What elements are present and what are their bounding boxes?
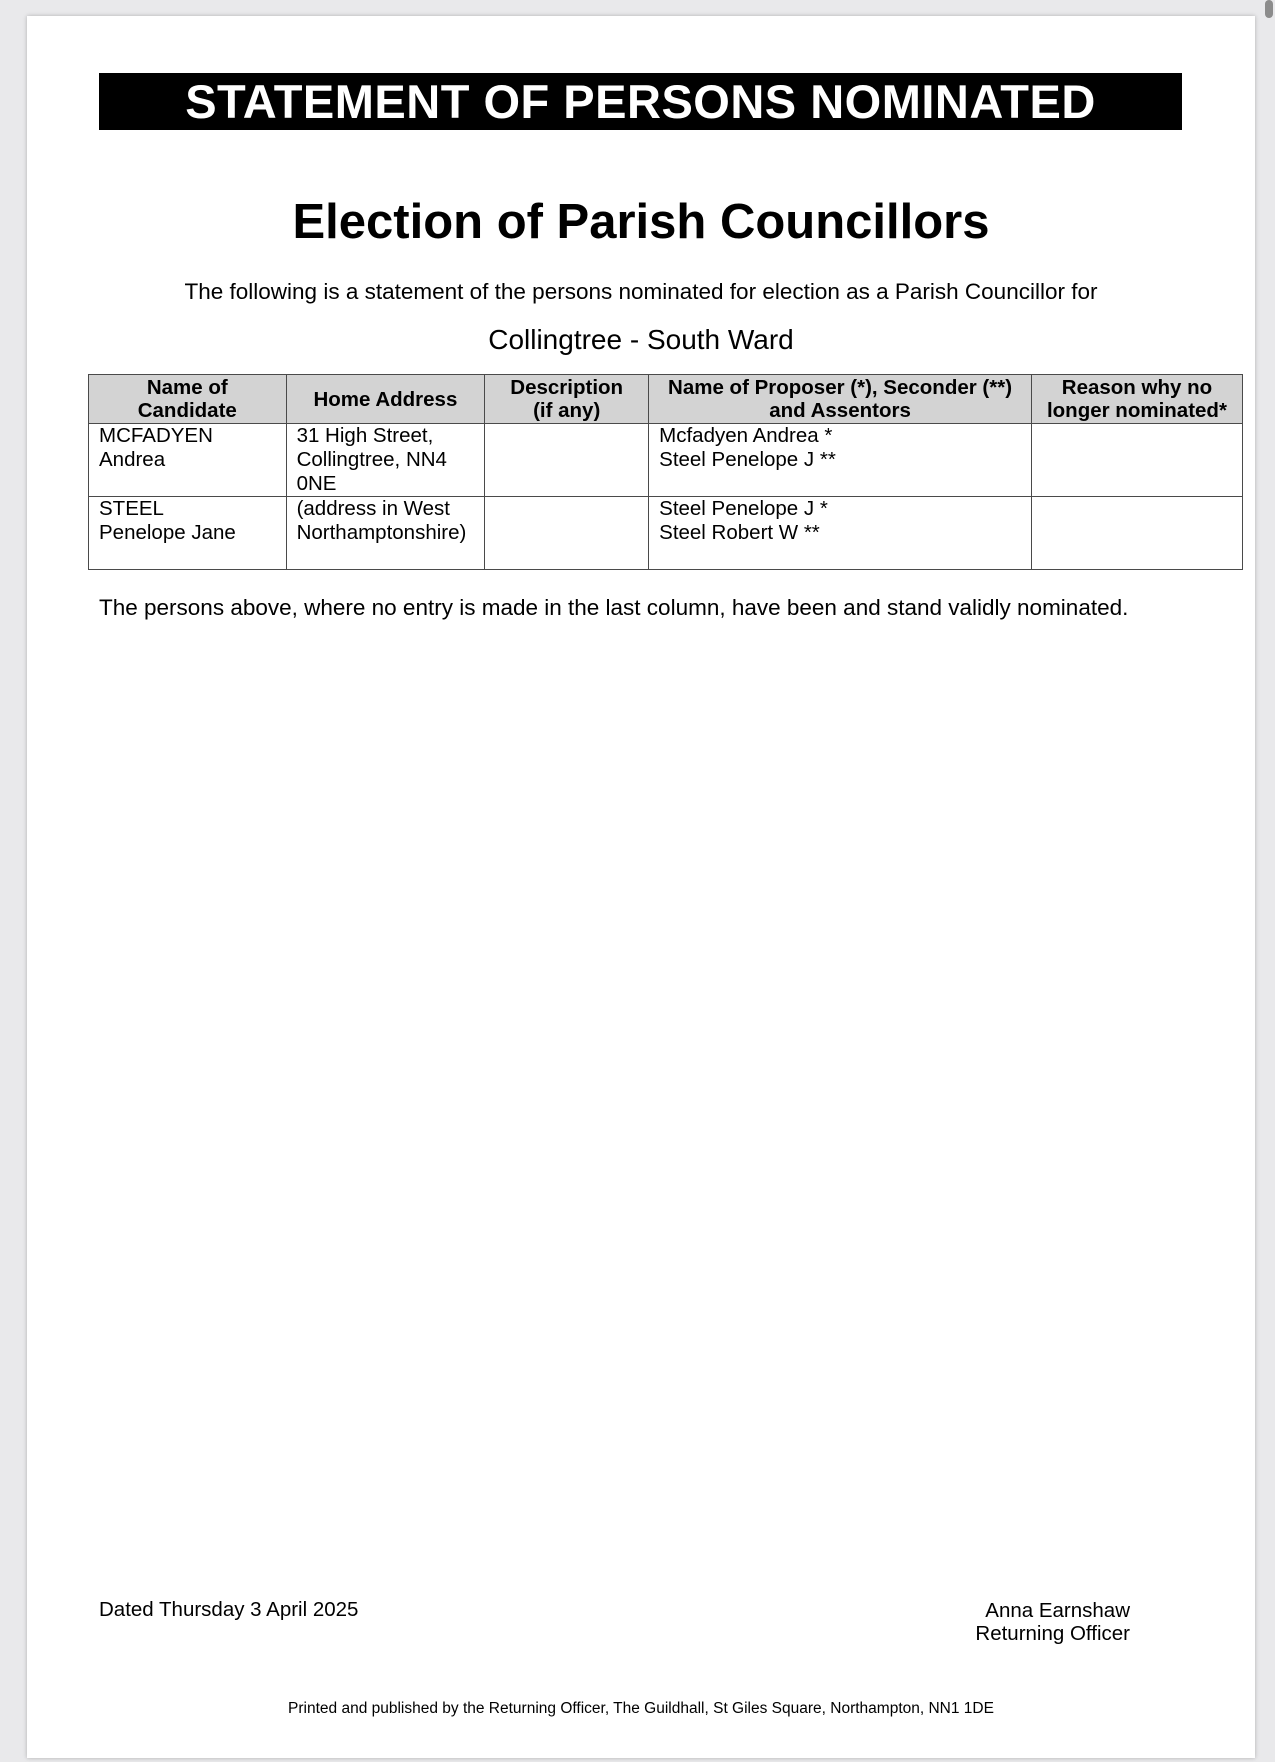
home-address-cell: (address in West Northamptonshire): [286, 497, 485, 570]
home-address-cell: 31 High Street, Collingtree, NN4 0NE: [286, 424, 485, 497]
nominations-table: [88, 374, 1243, 570]
proposers-cell: Mcfadyen Andrea * Steel Penelope J **: [649, 424, 1032, 497]
scrollbar-thumb[interactable]: [1265, 0, 1273, 18]
table-header-row: [89, 375, 1243, 424]
candidate-name-cell: MCFADYEN Andrea: [89, 424, 287, 497]
officer-role: Returning Officer: [975, 1622, 1130, 1645]
table-row: [89, 424, 1243, 497]
header-description: Description (if any): [485, 375, 649, 424]
page-title: Election of Parish Councillors: [292, 195, 990, 249]
returning-officer-signature: [975, 1599, 1130, 1645]
header-proposers: Name of Proposer (*), Seconder (**) and Assentors: [649, 375, 1032, 424]
candidate-name-cell: STEEL Penelope Jane: [89, 497, 287, 570]
intro-text: The following is a statement of the persons nominated for election as a Parish Councillor for: [184, 279, 1098, 304]
table-row: [89, 497, 1243, 570]
header-candidate-name: Name of Candidate: [89, 375, 287, 424]
validity-statement: The persons above, where no entry is made in the last column, have been and stand validly nominated.: [99, 595, 1129, 620]
header-reason: Reason why no longer nominated*: [1031, 375, 1242, 424]
reason-cell: [1031, 497, 1242, 570]
date-line: Dated Thursday 3 April 2025: [99, 1598, 359, 1621]
reason-cell: [1031, 424, 1242, 497]
ward-name: Collingtree - South Ward: [488, 324, 794, 355]
description-cell: [485, 497, 649, 570]
statement-banner: STATEMENT OF PERSONS NOMINATED: [99, 73, 1182, 130]
description-cell: [485, 424, 649, 497]
officer-name: Anna Earnshaw: [985, 1599, 1130, 1622]
header-home-address: Home Address: [286, 375, 485, 424]
document-page: [27, 16, 1255, 1758]
imprint-line: Printed and published by the Returning Officer, The Guildhall, St Giles Square, Northampton, NN1 1DE: [288, 1700, 994, 1717]
proposers-cell: Steel Penelope J * Steel Robert W **: [649, 497, 1032, 570]
